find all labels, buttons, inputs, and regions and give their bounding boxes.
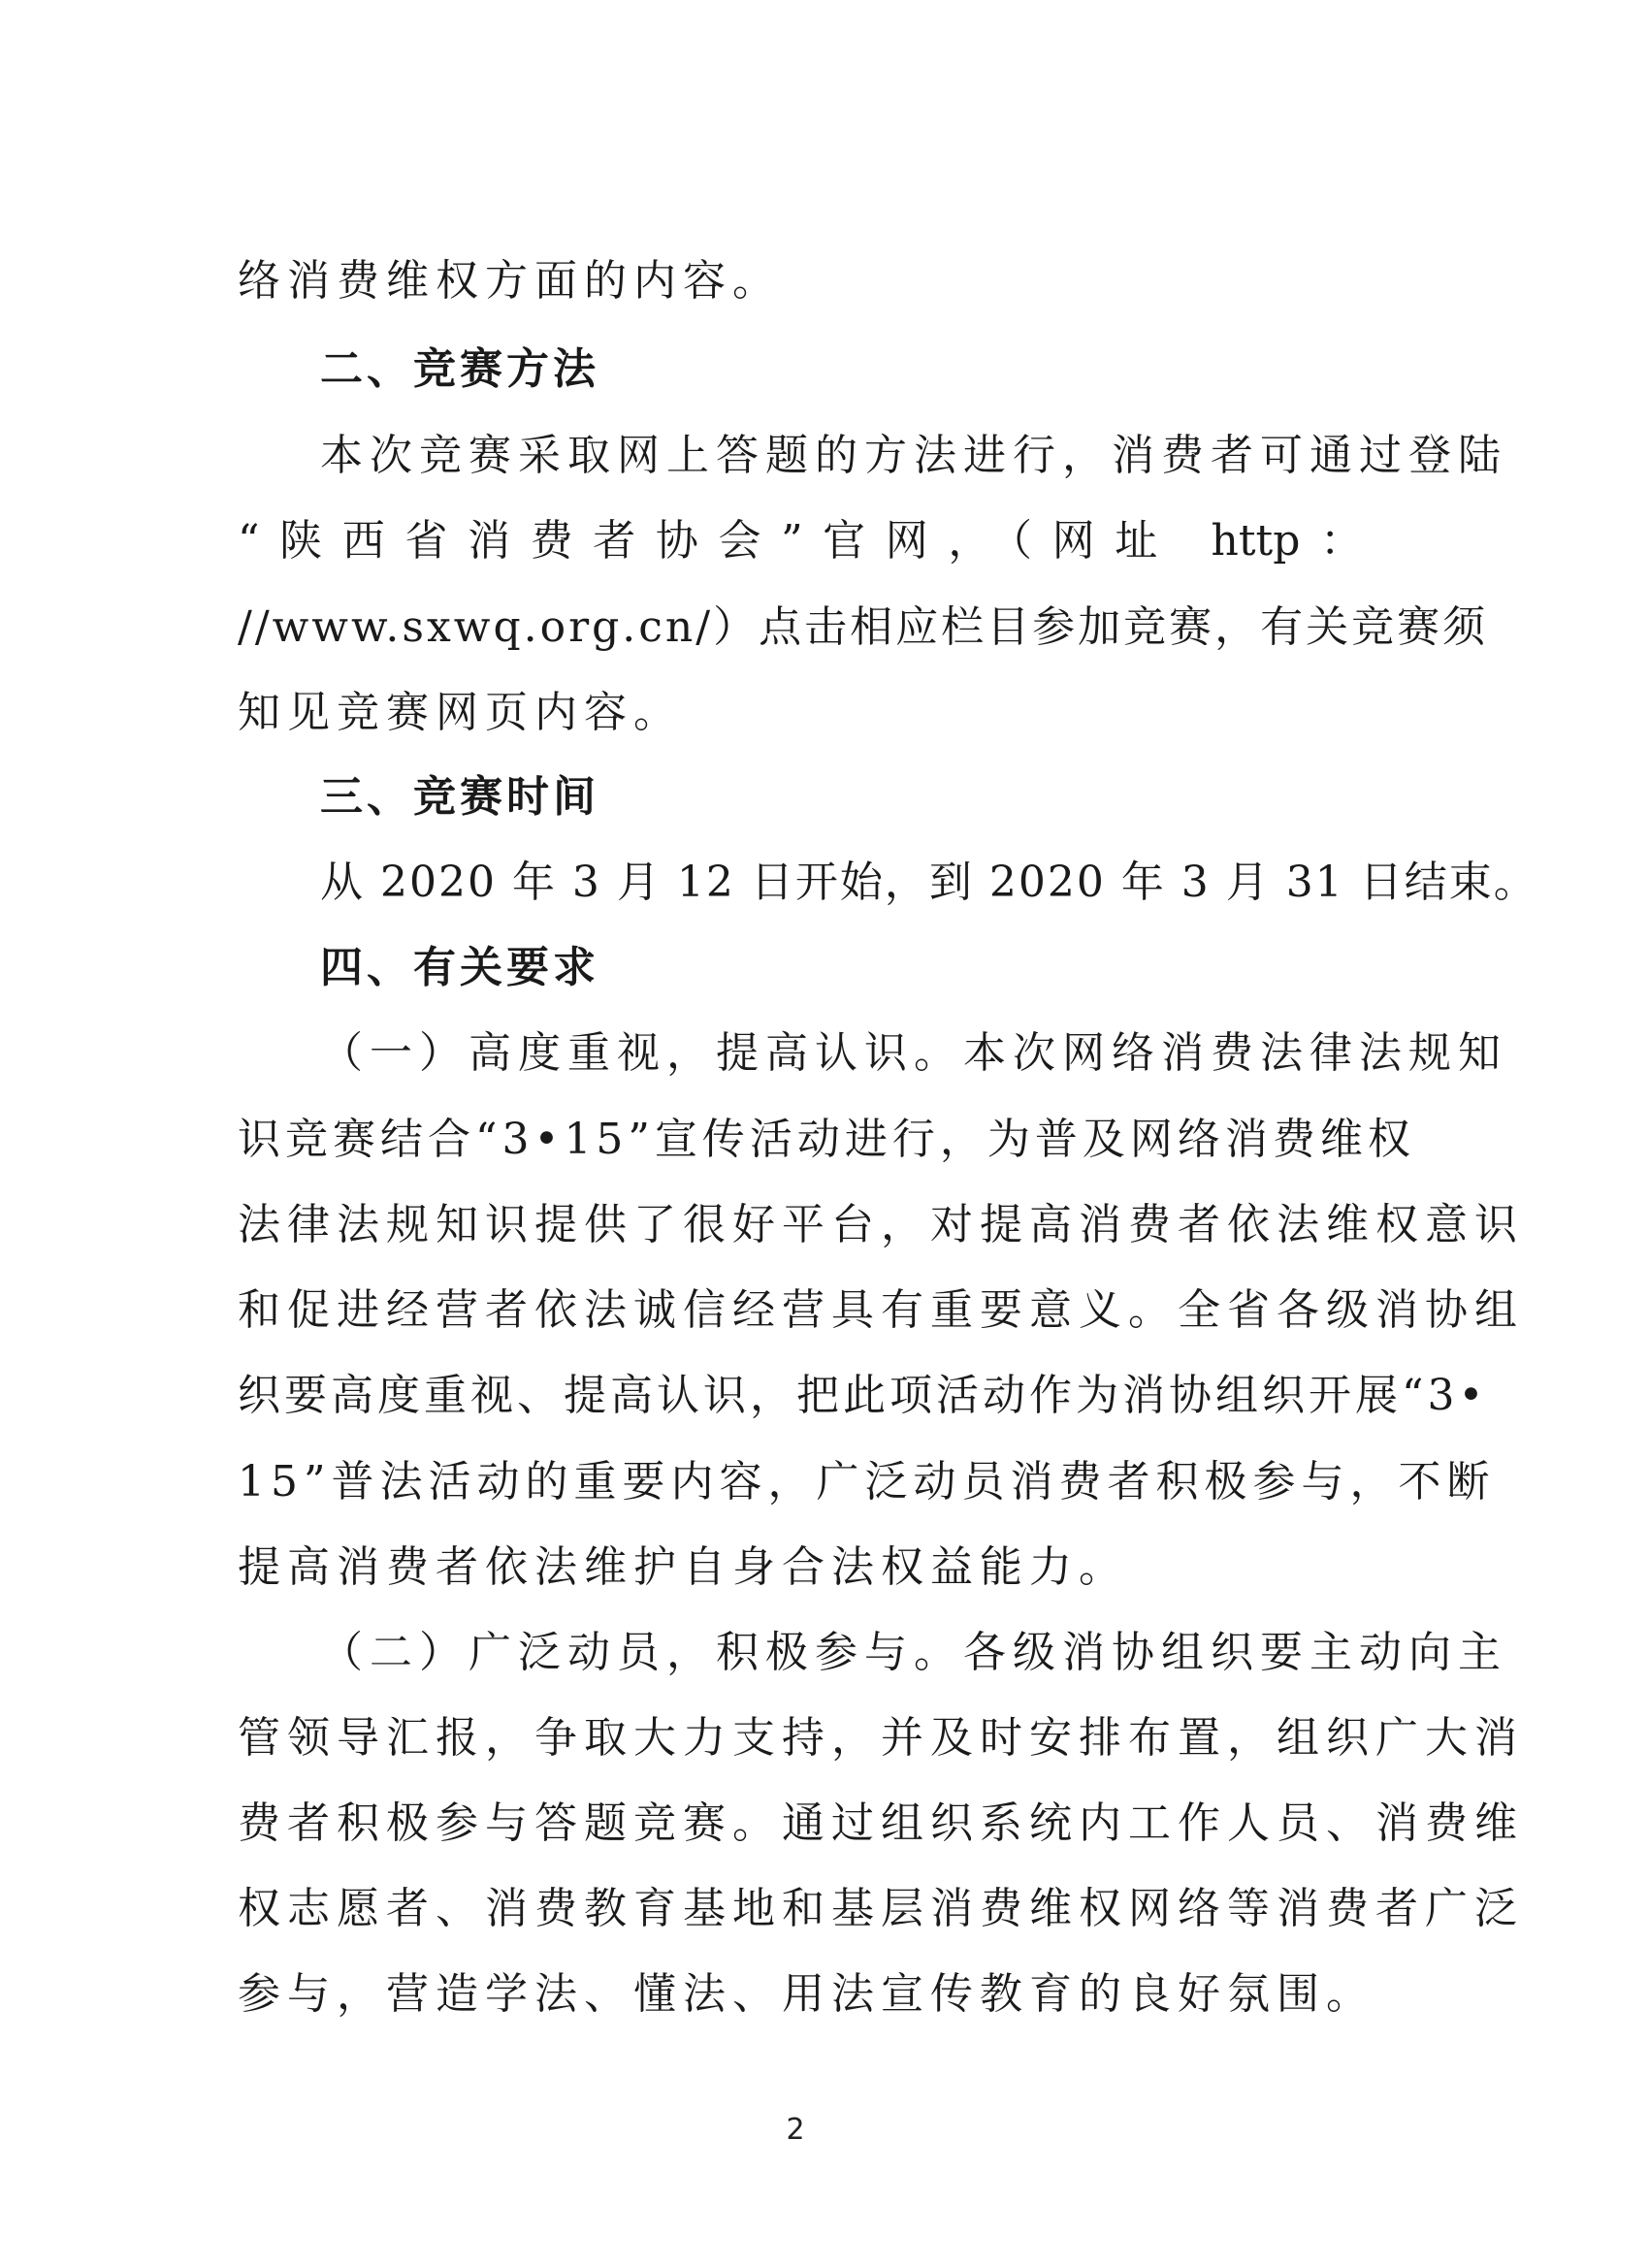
body-text-line: 权志愿者、消费教育基地和基层消费维权网络等消费者广泛: [238, 1884, 1524, 1933]
body-text-line: 本次竞赛采取网上答题的方法进行，消费者可通过登陆: [320, 431, 1507, 480]
body-text-line: 知见竞赛网页内容。: [238, 688, 683, 737]
body-text-line: //www.sxwq.org.cn/）点击相应栏目参加竞赛，有关竞赛须: [238, 602, 1489, 652]
body-text-line: 提高消费者依法维护自身合法权益能力。: [238, 1542, 1128, 1592]
body-text-line: 15”普法活动的重要内容，广泛动员消费者积极参与，不断: [238, 1457, 1496, 1507]
section-heading-requirements: 四、有关要求: [320, 943, 599, 992]
body-text-line: 织要高度重视、提高认识，把此项活动作为消协组织开展“3•: [238, 1371, 1488, 1420]
body-text-line: 法律法规知识提供了很好平台，对提高消费者依法维权意识: [238, 1200, 1524, 1249]
body-text-line: （二）广泛动员，积极参与。各级消协组织要主动向主: [320, 1628, 1507, 1677]
body-text-line: 从 2020 年 3 月 12 日开始，到 2020 年 3 月 31 日结束。: [320, 858, 1538, 907]
page-number: 2: [786, 2113, 805, 2147]
body-text-line: （一）高度重视，提高认识。本次网络消费法律法规知: [320, 1028, 1507, 1078]
section-heading-time: 三、竞赛时间: [320, 772, 599, 822]
body-text-line: 管领导汇报，争取大力支持，并及时安排布置，组织广大消: [238, 1713, 1524, 1763]
section-heading-method: 二、竞赛方法: [320, 344, 599, 394]
body-text-line: 费者积极参与答题竞赛。通过组织系统内工作人员、消费维: [238, 1798, 1524, 1848]
body-text-line: 参与，营造学法、懂法、用法宣传教育的良好氛围。: [238, 1969, 1375, 2019]
body-text-line: 识竞赛结合“3•15”宣传活动进行，为普及网络消费维权: [238, 1115, 1415, 1164]
body-text-line: “陕西省消费者协会”官网，（网址 http：: [238, 516, 1363, 566]
body-text-line: 和促进经营者依法诚信经营具有重要意义。全省各级消协组: [238, 1285, 1524, 1335]
body-text-line: 络消费维权方面的内容。: [238, 256, 782, 306]
